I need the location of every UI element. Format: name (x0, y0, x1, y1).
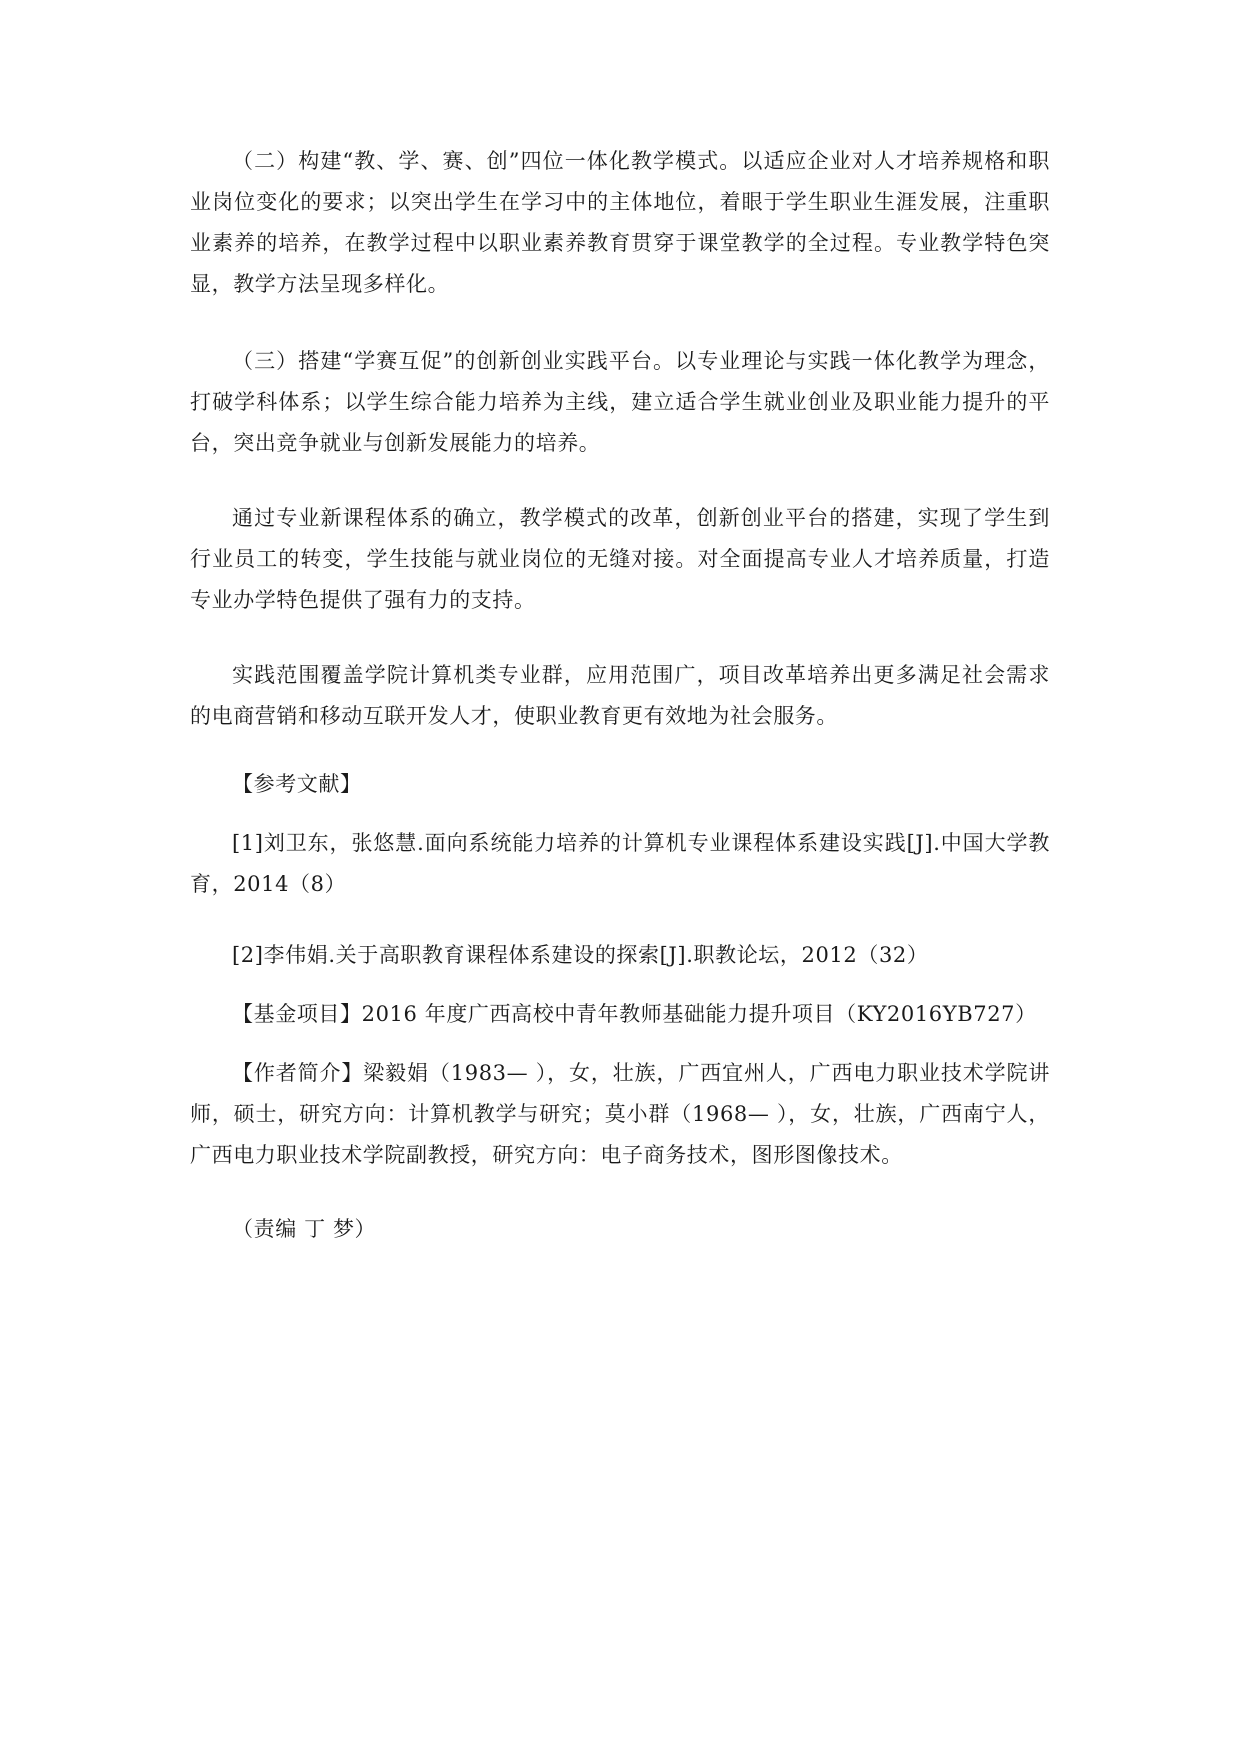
references-heading: 【参考文献】 (232, 772, 362, 796)
body-paragraph: （三）搭建“学赛互促”的创新创业实践平台。以专业理论与实践一体化教学为理念，打破学科体系；以学生综合能力培养为主线，建立适合学生就业创业及职业能力提升的平台，突出竞争就业与创新发展能力的培养。 (190, 349, 1050, 455)
fund-note (190, 994, 1050, 1035)
fund-text: 2016 年度广西高校中青年教师基础能力提升项目（KY2016YB727） (361, 1002, 1037, 1026)
body-paragraph: 实践范围覆盖学院计算机类专业群，应用范围广，项目改革培养出更多满足社会需求的电商营销和移动互联开发人才，使职业教育更有效地为社会服务。 (190, 663, 1050, 728)
author-label: 【作者简介】 (232, 1061, 364, 1085)
reference-item: [2]李伟娟.关于高职教育课程体系建设的探索[J].职教论坛，2012（32） (232, 943, 929, 967)
author-text: 梁毅娟（1983— ），女，壮族，广西宜州人，广西电力职业技术学院讲师，硕士，研究方向：计算机教学与研究；莫小群（1968— ），女，壮族，广西南宁人，广西电力职业技术学院副教授，研究方向：电子商务技术，图形图像技术。 (190, 1061, 1050, 1167)
editor-note: （责编 丁 梦） (232, 1217, 377, 1241)
author-note (190, 1053, 1050, 1176)
fund-label: 【基金项目】 (232, 1002, 362, 1026)
body-paragraph: （二）构建“教、学、赛、创”四位一体化教学模式。以适应企业对人才培养规格和职业岗位变化的要求；以突出学生在学习中的主体地位，着眼于学生职业生涯发展，注重职业素养的培养，在教学过程中以职业素养教育贯穿于课堂教学的全过程。专业教学特色突显，教学方法呈现多样化。 (190, 149, 1050, 296)
body-paragraph: 通过专业新课程体系的确立，教学模式的改革，创新创业平台的搭建，实现了学生到行业员工的转变，学生技能与就业岗位的无缝对接。对全面提高专业人才培养质量，打造专业办学特色提供了强有力的支持。 (190, 506, 1050, 612)
reference-item: [1]刘卫东，张悠慧.面向系统能力培养的计算机专业课程体系建设实践[J].中国大学教育，2014（8） (190, 831, 1050, 896)
